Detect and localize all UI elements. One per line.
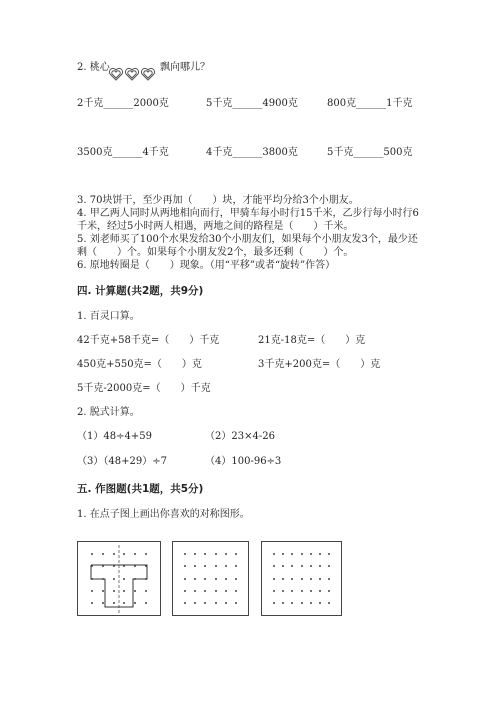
grid-dot bbox=[225, 565, 227, 567]
grid-dot bbox=[194, 565, 196, 567]
calc-item: 5千克-2000克=（ ）千克 bbox=[77, 383, 211, 394]
section-5-heading: 五. 作图题(共1题，共5分) bbox=[77, 483, 204, 495]
calc-item: 21克-18克=（ ）克 bbox=[258, 335, 366, 346]
grid-dot bbox=[273, 590, 275, 592]
compare-item: 4千克______3800克 bbox=[206, 147, 298, 158]
dot-grid-blank[interactable] bbox=[261, 541, 342, 616]
grid-dot bbox=[204, 578, 206, 580]
grid-dot bbox=[291, 602, 293, 604]
grid-dot bbox=[102, 602, 104, 604]
symmetric-shape-drawing bbox=[77, 541, 161, 616]
grid-dot bbox=[184, 565, 186, 567]
grid-dot bbox=[310, 565, 312, 567]
grid-dot bbox=[301, 602, 303, 604]
grid-dot bbox=[134, 590, 136, 592]
question-5-line2: 剩（ ）个。如果每个小朋友发2个，最多还剩（ ）个。 bbox=[77, 247, 354, 258]
grid-dot bbox=[301, 578, 303, 580]
question-6: 6. 原地转圈是（ ）现象。（用“平移”或者“旋转”作答） bbox=[77, 260, 336, 271]
dot-grid-blank[interactable] bbox=[172, 541, 249, 616]
calc-item: 3千克+200克=（ ）克 bbox=[258, 359, 381, 370]
section-4-part-2: 2. 脱式计算。 bbox=[77, 407, 140, 418]
grid-dot bbox=[235, 578, 237, 580]
grid-dot bbox=[310, 578, 312, 580]
grid-dot bbox=[102, 590, 104, 592]
grid-dot bbox=[319, 602, 321, 604]
grid-dot bbox=[319, 590, 321, 592]
question-3: 3. 70块饼干，至少再加（ ）块，才能平均分给3个小朋友。 bbox=[77, 195, 359, 206]
grid-dot bbox=[215, 602, 217, 604]
grid-dot bbox=[91, 553, 93, 555]
grid-dot bbox=[282, 578, 284, 580]
grid-dot bbox=[291, 553, 293, 555]
grid-dot bbox=[225, 578, 227, 580]
grid-dot bbox=[215, 553, 217, 555]
grid-dot bbox=[91, 602, 93, 604]
grid-dot bbox=[328, 602, 330, 604]
question-4-line2: 千米，经过5小时两人相遇，两地之间的路程是（ ）千米。 bbox=[77, 221, 354, 232]
grid-dot bbox=[204, 553, 206, 555]
grid-dot bbox=[113, 578, 115, 580]
calc-item: 450克+550克=（ ）克 bbox=[77, 359, 202, 370]
grid-dot bbox=[145, 553, 147, 555]
grid-dot bbox=[235, 565, 237, 567]
grid-dot bbox=[235, 602, 237, 604]
grid-dot bbox=[273, 578, 275, 580]
grid-dot bbox=[194, 602, 196, 604]
grid-dot bbox=[204, 602, 206, 604]
compare-item: 800克______1千克 bbox=[327, 98, 413, 109]
section-4-heading: 四. 计算题(共2题，共9分) bbox=[77, 285, 204, 297]
dot-grid-with-shape[interactable] bbox=[77, 541, 161, 616]
grid-dot bbox=[215, 578, 217, 580]
grid-dot bbox=[194, 553, 196, 555]
grid-dot bbox=[291, 590, 293, 592]
grid-dot bbox=[184, 590, 186, 592]
grid-dot bbox=[273, 553, 275, 555]
grid-dot bbox=[319, 578, 321, 580]
grid-dot bbox=[184, 602, 186, 604]
grid-dot bbox=[102, 553, 104, 555]
grid-dot bbox=[91, 578, 93, 580]
grid-dot bbox=[328, 578, 330, 580]
grid-dot bbox=[291, 578, 293, 580]
expression-item: （2）23×4-26 bbox=[205, 431, 275, 442]
grid-dot bbox=[194, 590, 196, 592]
section-4-part-1: 1. 百灵口算。 bbox=[77, 311, 140, 322]
grid-dot bbox=[102, 578, 104, 580]
grid-dot bbox=[91, 590, 93, 592]
grid-dot bbox=[235, 553, 237, 555]
grid-dot bbox=[291, 565, 293, 567]
compare-item: 3500克______4千克 bbox=[77, 147, 169, 158]
grid-dot bbox=[184, 578, 186, 580]
grid-dot bbox=[235, 590, 237, 592]
grid-dot bbox=[328, 553, 330, 555]
grid-dot bbox=[328, 590, 330, 592]
grid-dot bbox=[204, 590, 206, 592]
grid-dot bbox=[301, 553, 303, 555]
grid-dot bbox=[113, 565, 115, 567]
q2-title-start: 2. 桃心 bbox=[77, 62, 110, 73]
grid-dot bbox=[319, 565, 321, 567]
q2-title-end: 飘向哪儿？ bbox=[160, 62, 210, 73]
grid-dot bbox=[282, 602, 284, 604]
grid-dot bbox=[273, 602, 275, 604]
grid-dot bbox=[134, 578, 136, 580]
grid-dot bbox=[310, 602, 312, 604]
grid-dot bbox=[145, 602, 147, 604]
question-5-line1: 5. 刘老师买了100个水果发给30个小朋友们，如果每个小朋友发3个，最少还 bbox=[77, 234, 418, 245]
grid-dot bbox=[282, 565, 284, 567]
compare-item: 2千克______2000克 bbox=[77, 98, 169, 109]
grid-dot bbox=[273, 565, 275, 567]
grid-dot bbox=[113, 590, 115, 592]
calc-item: 42千克+58千克=（ ）千克 bbox=[77, 335, 220, 346]
compare-item: 5千克______500克 bbox=[327, 147, 413, 158]
compare-item: 5千克______4900克 bbox=[206, 98, 298, 109]
expression-item: （1）48÷4+59 bbox=[77, 431, 152, 442]
grid-dot bbox=[225, 590, 227, 592]
grid-dot bbox=[194, 578, 196, 580]
section-5-part-1: 1. 在点子图上画出你喜欢的对称图形。 bbox=[77, 509, 250, 520]
grid-dot bbox=[282, 590, 284, 592]
grid-dot bbox=[282, 553, 284, 555]
grid-dot bbox=[301, 590, 303, 592]
expression-item: （3）（48+29）÷7 bbox=[77, 456, 167, 467]
grid-dot bbox=[225, 602, 227, 604]
grid-dot bbox=[310, 553, 312, 555]
hearts-icon bbox=[108, 66, 158, 84]
grid-dot bbox=[301, 565, 303, 567]
grid-dot bbox=[215, 565, 217, 567]
grid-dot bbox=[145, 590, 147, 592]
grid-dot bbox=[319, 553, 321, 555]
grid-dot bbox=[113, 553, 115, 555]
grid-dot bbox=[204, 565, 206, 567]
grid-dot bbox=[215, 590, 217, 592]
grid-dot bbox=[225, 553, 227, 555]
grid-dot bbox=[328, 565, 330, 567]
expression-item: （4）100-96÷3 bbox=[205, 456, 282, 467]
question-4-line1: 4. 甲乙两人同时从两地相向而行，甲骑车每小时行15千米，乙步行每小时行6 bbox=[77, 208, 419, 219]
grid-dot bbox=[310, 590, 312, 592]
grid-dot bbox=[113, 602, 115, 604]
grid-dot bbox=[184, 553, 186, 555]
grid-dot bbox=[145, 578, 147, 580]
